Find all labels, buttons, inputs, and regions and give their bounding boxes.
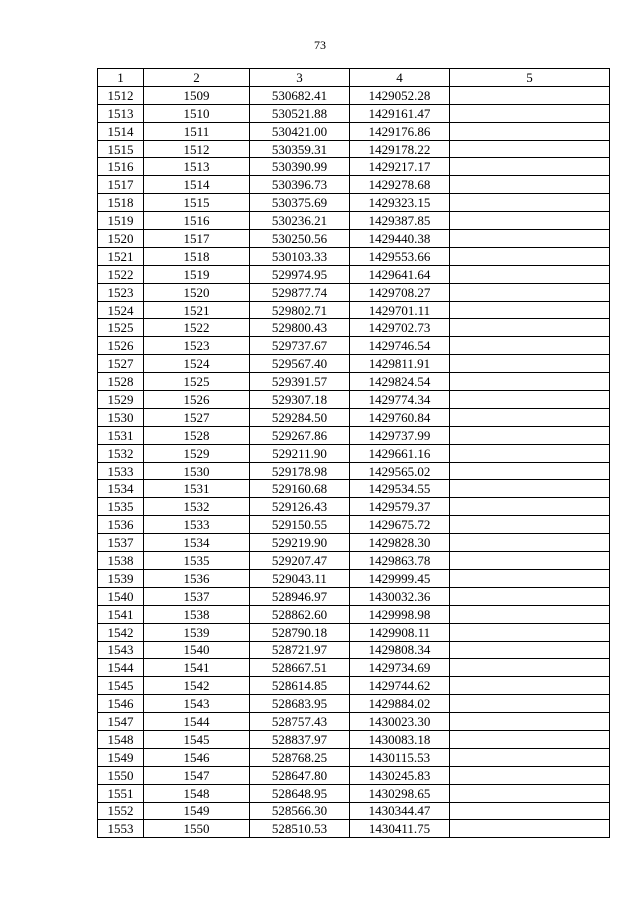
table-cell-col-5 bbox=[450, 444, 610, 462]
table-cell-col-5 bbox=[450, 319, 610, 337]
table-row bbox=[98, 766, 610, 784]
column-header-3: 3 bbox=[250, 69, 350, 87]
table-row bbox=[98, 426, 610, 444]
table-cell-col-4: 1430411.75 bbox=[350, 820, 450, 838]
table-cell-col-5 bbox=[450, 695, 610, 713]
table-row bbox=[98, 695, 610, 713]
table-cell-col-3: 528667.51 bbox=[250, 659, 350, 677]
page-number: 73 bbox=[314, 38, 326, 52]
column-header-1: 1 bbox=[98, 69, 144, 87]
table-cell-col-5 bbox=[450, 86, 610, 104]
table-cell-col-1: 1526 bbox=[98, 337, 144, 355]
table-row bbox=[98, 498, 610, 516]
table-cell-col-5 bbox=[450, 301, 610, 319]
table-cell-col-3: 530396.73 bbox=[250, 176, 350, 194]
table-cell-col-3: 529211.90 bbox=[250, 444, 350, 462]
table-row bbox=[98, 641, 610, 659]
table-cell-col-3: 528757.43 bbox=[250, 713, 350, 731]
table-cell-col-4: 1429737.99 bbox=[350, 426, 450, 444]
table-cell-col-3: 530421.00 bbox=[250, 122, 350, 140]
table-cell-col-4: 1430083.18 bbox=[350, 730, 450, 748]
table-cell-col-4: 1429746.54 bbox=[350, 337, 450, 355]
table-cell-col-2: 1541 bbox=[144, 659, 250, 677]
table-cell-col-4: 1429661.16 bbox=[350, 444, 450, 462]
table-cell-col-5 bbox=[450, 623, 610, 641]
table-cell-col-2: 1518 bbox=[144, 247, 250, 265]
table-cell-col-4: 1429760.84 bbox=[350, 408, 450, 426]
table-cell-col-3: 528837.97 bbox=[250, 730, 350, 748]
table-cell-col-2: 1509 bbox=[144, 86, 250, 104]
coordinates-table bbox=[97, 68, 610, 838]
table-cell-col-5 bbox=[450, 355, 610, 373]
table-cell-col-1: 1544 bbox=[98, 659, 144, 677]
column-header-2: 2 bbox=[144, 69, 250, 87]
table-cell-col-3: 528648.95 bbox=[250, 784, 350, 802]
table-cell-col-5 bbox=[450, 391, 610, 409]
table-cell-col-3: 528768.25 bbox=[250, 748, 350, 766]
table-cell-col-5 bbox=[450, 408, 610, 426]
table-cell-col-3: 528862.60 bbox=[250, 605, 350, 623]
table-cell-col-2: 1512 bbox=[144, 140, 250, 158]
table-row bbox=[98, 230, 610, 248]
table-row bbox=[98, 516, 610, 534]
table-cell-col-1: 1538 bbox=[98, 552, 144, 570]
table-cell-col-5 bbox=[450, 480, 610, 498]
table-row bbox=[98, 194, 610, 212]
table-cell-col-4: 1429734.69 bbox=[350, 659, 450, 677]
table-cell-col-2: 1530 bbox=[144, 462, 250, 480]
table-cell-col-1: 1530 bbox=[98, 408, 144, 426]
table-cell-col-2: 1520 bbox=[144, 283, 250, 301]
table-row bbox=[98, 140, 610, 158]
table-header-row bbox=[98, 69, 610, 87]
table-cell-col-1: 1545 bbox=[98, 677, 144, 695]
table-cell-col-3: 529150.55 bbox=[250, 516, 350, 534]
table-cell-col-5 bbox=[450, 605, 610, 623]
table-row bbox=[98, 212, 610, 230]
table-row bbox=[98, 355, 610, 373]
table-body bbox=[98, 86, 610, 837]
table-cell-col-5 bbox=[450, 569, 610, 587]
table-cell-col-2: 1527 bbox=[144, 408, 250, 426]
table-row bbox=[98, 337, 610, 355]
table-cell-col-2: 1528 bbox=[144, 426, 250, 444]
table-cell-col-2: 1526 bbox=[144, 391, 250, 409]
table-cell-col-3: 528510.53 bbox=[250, 820, 350, 838]
table-row bbox=[98, 444, 610, 462]
table-cell-col-3: 528614.85 bbox=[250, 677, 350, 695]
table-cell-col-1: 1536 bbox=[98, 516, 144, 534]
table-row bbox=[98, 802, 610, 820]
table-cell-col-4: 1429811.91 bbox=[350, 355, 450, 373]
table-cell-col-2: 1538 bbox=[144, 605, 250, 623]
table-cell-col-2: 1524 bbox=[144, 355, 250, 373]
table-cell-col-2: 1542 bbox=[144, 677, 250, 695]
table-row bbox=[98, 677, 610, 695]
table-row bbox=[98, 659, 610, 677]
table-cell-col-3: 528946.97 bbox=[250, 587, 350, 605]
table-cell-col-4: 1430115.53 bbox=[350, 748, 450, 766]
table-cell-col-5 bbox=[450, 766, 610, 784]
table-cell-col-4: 1429824.54 bbox=[350, 373, 450, 391]
table-cell-col-1: 1535 bbox=[98, 498, 144, 516]
table-row bbox=[98, 319, 610, 337]
table-cell-col-3: 528683.95 bbox=[250, 695, 350, 713]
table-cell-col-4: 1429052.28 bbox=[350, 86, 450, 104]
table-cell-col-4: 1429908.11 bbox=[350, 623, 450, 641]
table-row bbox=[98, 391, 610, 409]
table-cell-col-2: 1521 bbox=[144, 301, 250, 319]
table-row bbox=[98, 713, 610, 731]
table-cell-col-2: 1549 bbox=[144, 802, 250, 820]
table-cell-col-4: 1430344.47 bbox=[350, 802, 450, 820]
table-cell-col-5 bbox=[450, 641, 610, 659]
table-cell-col-5 bbox=[450, 659, 610, 677]
table-cell-col-5 bbox=[450, 730, 610, 748]
table-row bbox=[98, 820, 610, 838]
table-cell-col-4: 1429828.30 bbox=[350, 534, 450, 552]
table-cell-col-4: 1429744.62 bbox=[350, 677, 450, 695]
table-cell-col-3: 529800.43 bbox=[250, 319, 350, 337]
table-row bbox=[98, 283, 610, 301]
table-cell-col-1: 1520 bbox=[98, 230, 144, 248]
table-cell-col-1: 1514 bbox=[98, 122, 144, 140]
table-cell-col-1: 1548 bbox=[98, 730, 144, 748]
table-row bbox=[98, 623, 610, 641]
table-cell-col-5 bbox=[450, 104, 610, 122]
table-cell-col-1: 1540 bbox=[98, 587, 144, 605]
table-row bbox=[98, 748, 610, 766]
table-cell-col-4: 1429708.27 bbox=[350, 283, 450, 301]
table-cell-col-4: 1429998.98 bbox=[350, 605, 450, 623]
table-cell-col-1: 1521 bbox=[98, 247, 144, 265]
table-cell-col-5 bbox=[450, 283, 610, 301]
table-cell-col-4: 1430032.36 bbox=[350, 587, 450, 605]
table-cell-col-2: 1511 bbox=[144, 122, 250, 140]
table-cell-col-2: 1546 bbox=[144, 748, 250, 766]
table-cell-col-2: 1543 bbox=[144, 695, 250, 713]
table-cell-col-3: 528790.18 bbox=[250, 623, 350, 641]
table-cell-col-1: 1522 bbox=[98, 265, 144, 283]
table-cell-col-2: 1536 bbox=[144, 569, 250, 587]
table-cell-col-5 bbox=[450, 122, 610, 140]
table-cell-col-5 bbox=[450, 426, 610, 444]
table-cell-col-5 bbox=[450, 158, 610, 176]
table-cell-col-5 bbox=[450, 802, 610, 820]
table-cell-col-1: 1550 bbox=[98, 766, 144, 784]
table-cell-col-3: 530250.56 bbox=[250, 230, 350, 248]
table-cell-col-1: 1516 bbox=[98, 158, 144, 176]
table-cell-col-2: 1525 bbox=[144, 373, 250, 391]
table-cell-col-2: 1516 bbox=[144, 212, 250, 230]
table-cell-col-2: 1534 bbox=[144, 534, 250, 552]
table-cell-col-5 bbox=[450, 534, 610, 552]
table-row bbox=[98, 730, 610, 748]
table-cell-col-3: 529802.71 bbox=[250, 301, 350, 319]
table-cell-col-4: 1429387.85 bbox=[350, 212, 450, 230]
table-cell-col-1: 1534 bbox=[98, 480, 144, 498]
table-row bbox=[98, 587, 610, 605]
table-cell-col-5 bbox=[450, 784, 610, 802]
table-row bbox=[98, 534, 610, 552]
table-cell-col-1: 1547 bbox=[98, 713, 144, 731]
table-cell-col-3: 529974.95 bbox=[250, 265, 350, 283]
table-cell-col-1: 1513 bbox=[98, 104, 144, 122]
table-cell-col-2: 1529 bbox=[144, 444, 250, 462]
table-cell-col-3: 529126.43 bbox=[250, 498, 350, 516]
table-row bbox=[98, 86, 610, 104]
table-cell-col-4: 1429323.15 bbox=[350, 194, 450, 212]
table-cell-col-5 bbox=[450, 247, 610, 265]
table-row bbox=[98, 247, 610, 265]
table-cell-col-1: 1549 bbox=[98, 748, 144, 766]
table-cell-col-4: 1429884.02 bbox=[350, 695, 450, 713]
table-cell-col-5 bbox=[450, 462, 610, 480]
table-cell-col-1: 1537 bbox=[98, 534, 144, 552]
table-cell-col-4: 1429565.02 bbox=[350, 462, 450, 480]
table-cell-col-1: 1531 bbox=[98, 426, 144, 444]
table-row bbox=[98, 176, 610, 194]
table-cell-col-2: 1515 bbox=[144, 194, 250, 212]
table-cell-col-5 bbox=[450, 713, 610, 731]
table-cell-col-2: 1547 bbox=[144, 766, 250, 784]
table-cell-col-3: 530359.31 bbox=[250, 140, 350, 158]
table-cell-col-1: 1528 bbox=[98, 373, 144, 391]
table-cell-col-5 bbox=[450, 337, 610, 355]
table-cell-col-1: 1518 bbox=[98, 194, 144, 212]
table-cell-col-5 bbox=[450, 230, 610, 248]
table-cell-col-3: 528721.97 bbox=[250, 641, 350, 659]
table-cell-col-1: 1546 bbox=[98, 695, 144, 713]
column-header-5: 5 bbox=[450, 69, 610, 87]
table-cell-col-1: 1539 bbox=[98, 569, 144, 587]
table-cell-col-3: 530236.21 bbox=[250, 212, 350, 230]
table-cell-col-3: 529178.98 bbox=[250, 462, 350, 480]
table-cell-col-3: 529043.11 bbox=[250, 569, 350, 587]
table-cell-col-3: 529219.90 bbox=[250, 534, 350, 552]
table-cell-col-3: 529267.86 bbox=[250, 426, 350, 444]
table-cell-col-2: 1540 bbox=[144, 641, 250, 659]
table-cell-col-3: 529207.47 bbox=[250, 552, 350, 570]
table-cell-col-1: 1541 bbox=[98, 605, 144, 623]
table-cell-col-5 bbox=[450, 176, 610, 194]
table-cell-col-2: 1539 bbox=[144, 623, 250, 641]
table-cell-col-5 bbox=[450, 516, 610, 534]
table-cell-col-2: 1531 bbox=[144, 480, 250, 498]
table-cell-col-3: 529567.40 bbox=[250, 355, 350, 373]
table-cell-col-3: 530375.69 bbox=[250, 194, 350, 212]
table-row bbox=[98, 462, 610, 480]
table-cell-col-3: 529284.50 bbox=[250, 408, 350, 426]
table-cell-col-2: 1544 bbox=[144, 713, 250, 731]
table-cell-col-2: 1522 bbox=[144, 319, 250, 337]
column-header-4: 4 bbox=[350, 69, 450, 87]
table-cell-col-2: 1517 bbox=[144, 230, 250, 248]
table-cell-col-2: 1535 bbox=[144, 552, 250, 570]
table-cell-col-5 bbox=[450, 265, 610, 283]
table-row bbox=[98, 122, 610, 140]
table-cell-col-4: 1430245.83 bbox=[350, 766, 450, 784]
table-row bbox=[98, 784, 610, 802]
table-cell-col-4: 1429278.68 bbox=[350, 176, 450, 194]
table-cell-col-3: 528566.30 bbox=[250, 802, 350, 820]
table-cell-col-5 bbox=[450, 140, 610, 158]
table-cell-col-2: 1537 bbox=[144, 587, 250, 605]
table-cell-col-1: 1515 bbox=[98, 140, 144, 158]
table-cell-col-1: 1552 bbox=[98, 802, 144, 820]
table-cell-col-3: 529737.67 bbox=[250, 337, 350, 355]
table-cell-col-1: 1543 bbox=[98, 641, 144, 659]
table-row bbox=[98, 373, 610, 391]
table-row bbox=[98, 480, 610, 498]
table-cell-col-1: 1524 bbox=[98, 301, 144, 319]
table-row bbox=[98, 301, 610, 319]
table-cell-col-4: 1429675.72 bbox=[350, 516, 450, 534]
table-cell-col-4: 1429999.45 bbox=[350, 569, 450, 587]
table-cell-col-1: 1527 bbox=[98, 355, 144, 373]
table-cell-col-5 bbox=[450, 552, 610, 570]
table-row bbox=[98, 408, 610, 426]
table-cell-col-5 bbox=[450, 820, 610, 838]
table-cell-col-3: 529391.57 bbox=[250, 373, 350, 391]
table-cell-col-2: 1545 bbox=[144, 730, 250, 748]
table-cell-col-5 bbox=[450, 748, 610, 766]
table-row bbox=[98, 158, 610, 176]
table-cell-col-4: 1429161.47 bbox=[350, 104, 450, 122]
table-cell-col-1: 1551 bbox=[98, 784, 144, 802]
table-cell-col-4: 1429440.38 bbox=[350, 230, 450, 248]
table-cell-col-1: 1519 bbox=[98, 212, 144, 230]
table-cell-col-2: 1510 bbox=[144, 104, 250, 122]
table-cell-col-3: 530103.33 bbox=[250, 247, 350, 265]
table-cell-col-3: 528647.80 bbox=[250, 766, 350, 784]
table-row bbox=[98, 265, 610, 283]
table-cell-col-4: 1429808.34 bbox=[350, 641, 450, 659]
table-cell-col-4: 1429178.22 bbox=[350, 140, 450, 158]
table-cell-col-4: 1430298.65 bbox=[350, 784, 450, 802]
table-cell-col-2: 1548 bbox=[144, 784, 250, 802]
table-cell-col-5 bbox=[450, 677, 610, 695]
table-cell-col-5 bbox=[450, 212, 610, 230]
table-cell-col-4: 1429579.37 bbox=[350, 498, 450, 516]
table-cell-col-3: 529877.74 bbox=[250, 283, 350, 301]
table-cell-col-1: 1542 bbox=[98, 623, 144, 641]
table-cell-col-4: 1429702.73 bbox=[350, 319, 450, 337]
table-cell-col-2: 1523 bbox=[144, 337, 250, 355]
table-row bbox=[98, 605, 610, 623]
table-cell-col-4: 1429641.64 bbox=[350, 265, 450, 283]
table-cell-col-4: 1429701.11 bbox=[350, 301, 450, 319]
table-cell-col-2: 1532 bbox=[144, 498, 250, 516]
table-cell-col-4: 1429176.86 bbox=[350, 122, 450, 140]
table-cell-col-4: 1430023.30 bbox=[350, 713, 450, 731]
table-row bbox=[98, 104, 610, 122]
table-cell-col-2: 1514 bbox=[144, 176, 250, 194]
table-cell-col-1: 1533 bbox=[98, 462, 144, 480]
table-row bbox=[98, 569, 610, 587]
table-cell-col-1: 1523 bbox=[98, 283, 144, 301]
table-cell-col-4: 1429534.55 bbox=[350, 480, 450, 498]
table-cell-col-1: 1529 bbox=[98, 391, 144, 409]
table-cell-col-3: 530682.41 bbox=[250, 86, 350, 104]
table-cell-col-4: 1429553.66 bbox=[350, 247, 450, 265]
table-cell-col-4: 1429217.17 bbox=[350, 158, 450, 176]
table-cell-col-2: 1513 bbox=[144, 158, 250, 176]
table-cell-col-1: 1525 bbox=[98, 319, 144, 337]
table-cell-col-5 bbox=[450, 498, 610, 516]
table-cell-col-2: 1533 bbox=[144, 516, 250, 534]
table-cell-col-3: 530521.88 bbox=[250, 104, 350, 122]
table-cell-col-1: 1532 bbox=[98, 444, 144, 462]
table-cell-col-1: 1517 bbox=[98, 176, 144, 194]
table-cell-col-2: 1550 bbox=[144, 820, 250, 838]
table-cell-col-1: 1553 bbox=[98, 820, 144, 838]
table-cell-col-3: 529307.18 bbox=[250, 391, 350, 409]
table-cell-col-4: 1429774.34 bbox=[350, 391, 450, 409]
table-cell-col-3: 529160.68 bbox=[250, 480, 350, 498]
table-cell-col-5 bbox=[450, 373, 610, 391]
table-cell-col-1: 1512 bbox=[98, 86, 144, 104]
table-row bbox=[98, 552, 610, 570]
table-cell-col-4: 1429863.78 bbox=[350, 552, 450, 570]
table-cell-col-3: 530390.99 bbox=[250, 158, 350, 176]
table-cell-col-5 bbox=[450, 587, 610, 605]
table-cell-col-5 bbox=[450, 194, 610, 212]
table-cell-col-2: 1519 bbox=[144, 265, 250, 283]
